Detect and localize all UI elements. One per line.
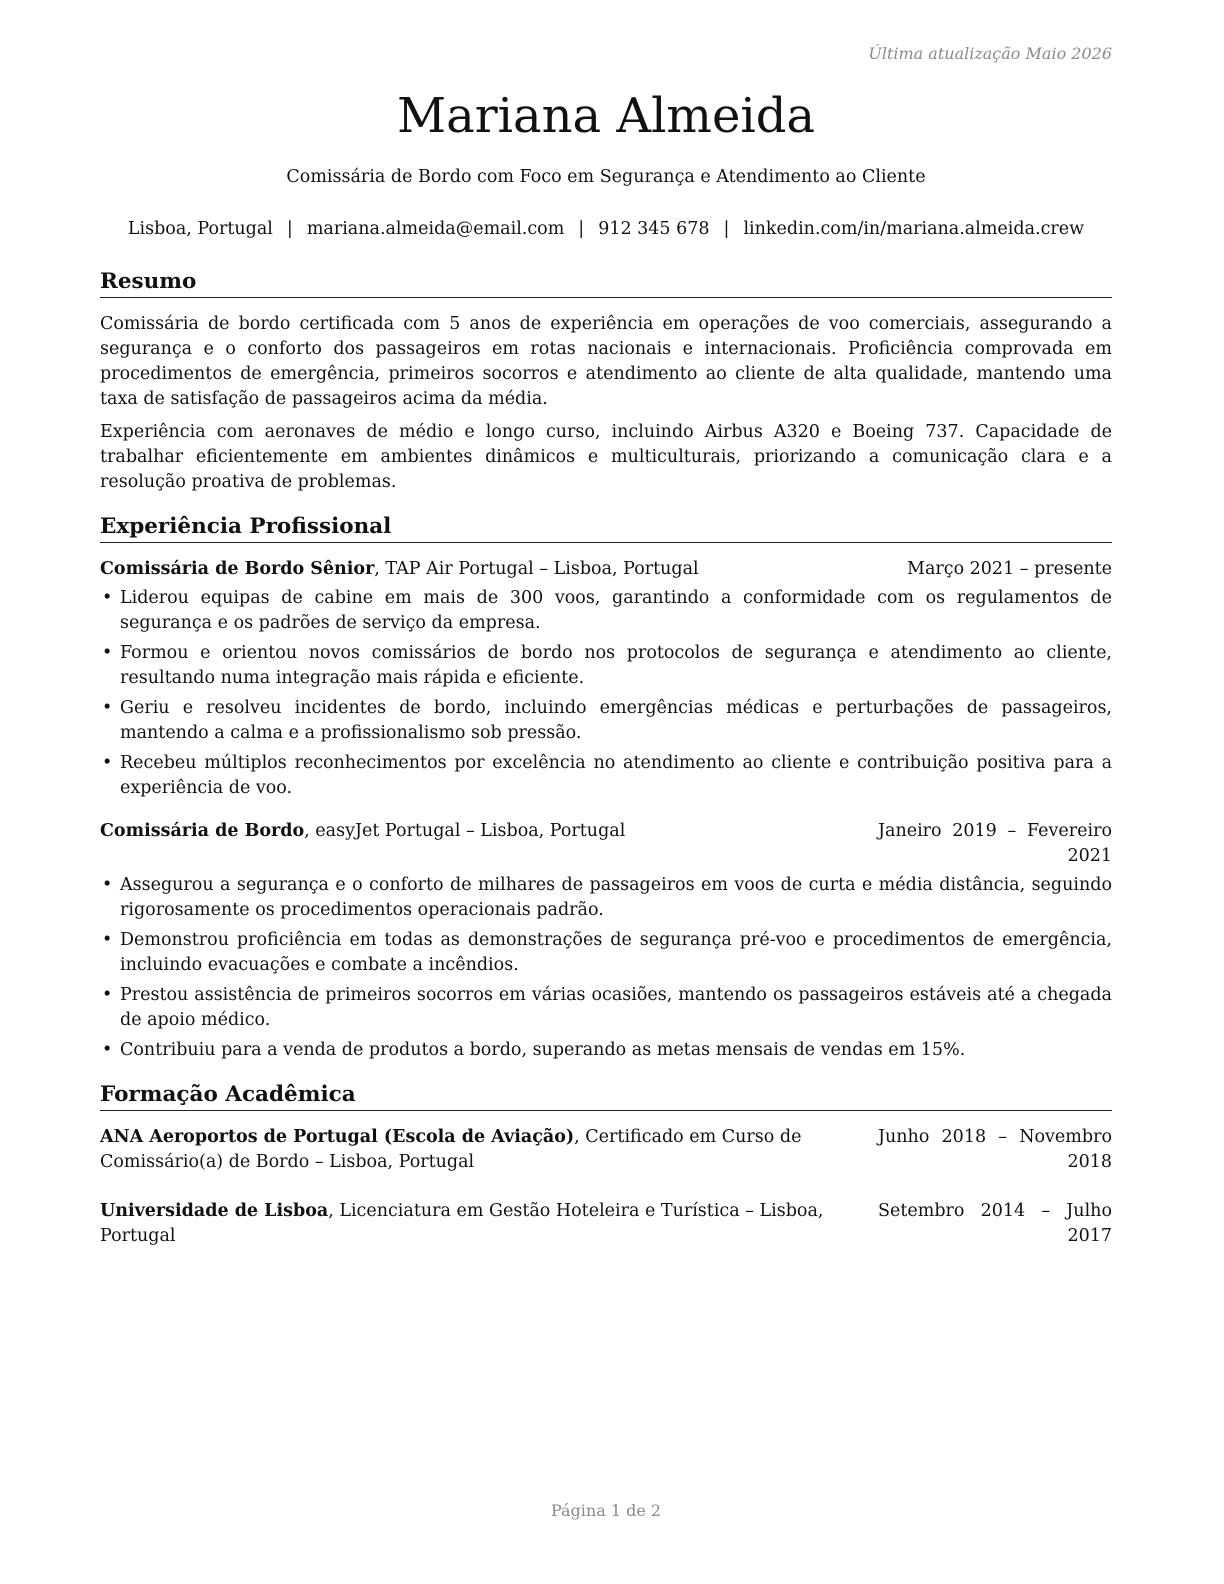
job-title-line [100, 819, 625, 844]
education-detail: , Certificado em Curso de Comissário(a) de Bordo – Lisboa, Portugal [100, 1127, 802, 1172]
list-item: • Prestou assistência de primeiros socorros em várias ocasiões, mantendo os passageiros estáveis até a chegada de apoio médico. [100, 983, 1112, 1033]
resume-content [100, 268, 1112, 1249]
section-title-education: Formação Acadêmica [100, 1081, 1112, 1111]
candidate-name: Mariana Almeida [396, 88, 816, 144]
contact-line [100, 219, 1112, 239]
list-item: • Recebeu múltiplos reconhecimentos por excelência no atendimento ao cliente e contribuição positiva para a experiência de voo. [100, 751, 1112, 801]
job-entry [100, 819, 1112, 1063]
job-bullets [100, 873, 1112, 1063]
contact-phone: 912 345 678 [598, 219, 710, 239]
job-header [100, 819, 1112, 869]
job-role: Comissária de Bordo [100, 821, 305, 841]
list-item: • Contribuiu para a venda de produtos a bordo, superando as metas mensais de vendas em 15%. [100, 1038, 1112, 1063]
list-item: • Liderou equipas de cabine em mais de 300 voos, garantindo a conformidade com os regulamentos de segurança e os padrões de serviço da empresa. [100, 586, 1112, 636]
job-dates: Março 2021 – presente [907, 559, 1112, 579]
education-entry [100, 1199, 1112, 1249]
education-institution: Universidade de Lisboa [100, 1201, 329, 1221]
list-item: • Geriu e resolveu incidentes de bordo, incluindo emergências médicas e perturbações de passageiros, mantendo a calma e a profissionalismo sob pressão. [100, 696, 1112, 746]
education-dates: Setembro 2014 – Julho 2017 [878, 1201, 1112, 1246]
summary-paragraph: Experiência com aeronaves de médio e longo curso, incluindo Airbus A320 e Boeing 737. Capacidade de trabalhar eficientemente em ambientes dinâmicos e multiculturais, priorizando a comunicação clara e a resolução proativa de problemas. [100, 422, 1112, 492]
education-detail: , Licenciatura em Gestão Hoteleira e Turística – Lisboa, Portugal [100, 1201, 824, 1246]
contact-separator: | [578, 219, 585, 239]
contact-email[interactable]: mariana.almeida@email.com [306, 219, 565, 239]
job-role: Comissária de Bordo Sênior [100, 559, 375, 579]
contact-separator: | [286, 219, 293, 239]
list-item: • Formou e orientou novos comissários de bordo nos protocolos de segurança e atendimento ao cliente, resultando numa integração mais rápida e eficiente. [100, 641, 1112, 691]
headline: Comissária de Bordo com Foco em Segurança e Atendimento ao Cliente [286, 167, 926, 187]
job-title-line [100, 557, 699, 582]
job-bullets [100, 586, 1112, 801]
last-updated: Última atualização Maio 2026 [868, 44, 1112, 63]
job-employer: , easyJet Portugal – Lisboa, Portugal [304, 821, 626, 841]
education-dates: Junho 2018 – Novembro 2018 [878, 1127, 1112, 1172]
job-dates: Janeiro 2019 – Fevereiro 2021 [878, 821, 1112, 866]
list-item: • Demonstrou proficiência em todas as demonstrações de segurança pré-voo e procedimentos de emergência, incluindo evacuações e combate a incêndios. [100, 928, 1112, 978]
education-title-line [100, 1199, 868, 1249]
contact-linkedin[interactable]: linkedin.com/in/mariana.almeida.crew [743, 219, 1085, 239]
section-title-experience: Experiência Profissional [100, 513, 1112, 543]
contact-location: Lisboa, Portugal [127, 219, 273, 239]
resume-page [100, 0, 1112, 1584]
section-title-summary: Resumo [100, 268, 1112, 298]
job-employer: , TAP Air Portugal – Lisboa, Portugal [374, 559, 699, 579]
page-number: Página 1 de 2 [550, 1501, 662, 1520]
job-header [100, 557, 1112, 582]
education-title-line [100, 1125, 868, 1175]
contact-separator: | [723, 219, 730, 239]
list-item: • Assegurou a segurança e o conforto de milhares de passageiros em voos de curta e média distância, seguindo rigorosamente os procedimentos operacionais padrão. [100, 873, 1112, 923]
education-institution: ANA Aeroportos de Portugal (Escola de Aviação) [100, 1127, 575, 1147]
education-entry [100, 1125, 1112, 1175]
job-entry [100, 557, 1112, 801]
summary-paragraph: Comissária de bordo certificada com 5 anos de experiência em operações de voo comerciais, assegurando a segurança e o conforto dos passageiros em rotas nacionais e internacionais. Proficiência comprovada em procedimentos de emergência, primeiros socorros e atendimento ao cliente de alta qualidade, mantendo uma taxa de satisfação de passageiros acima da média. [100, 314, 1112, 409]
